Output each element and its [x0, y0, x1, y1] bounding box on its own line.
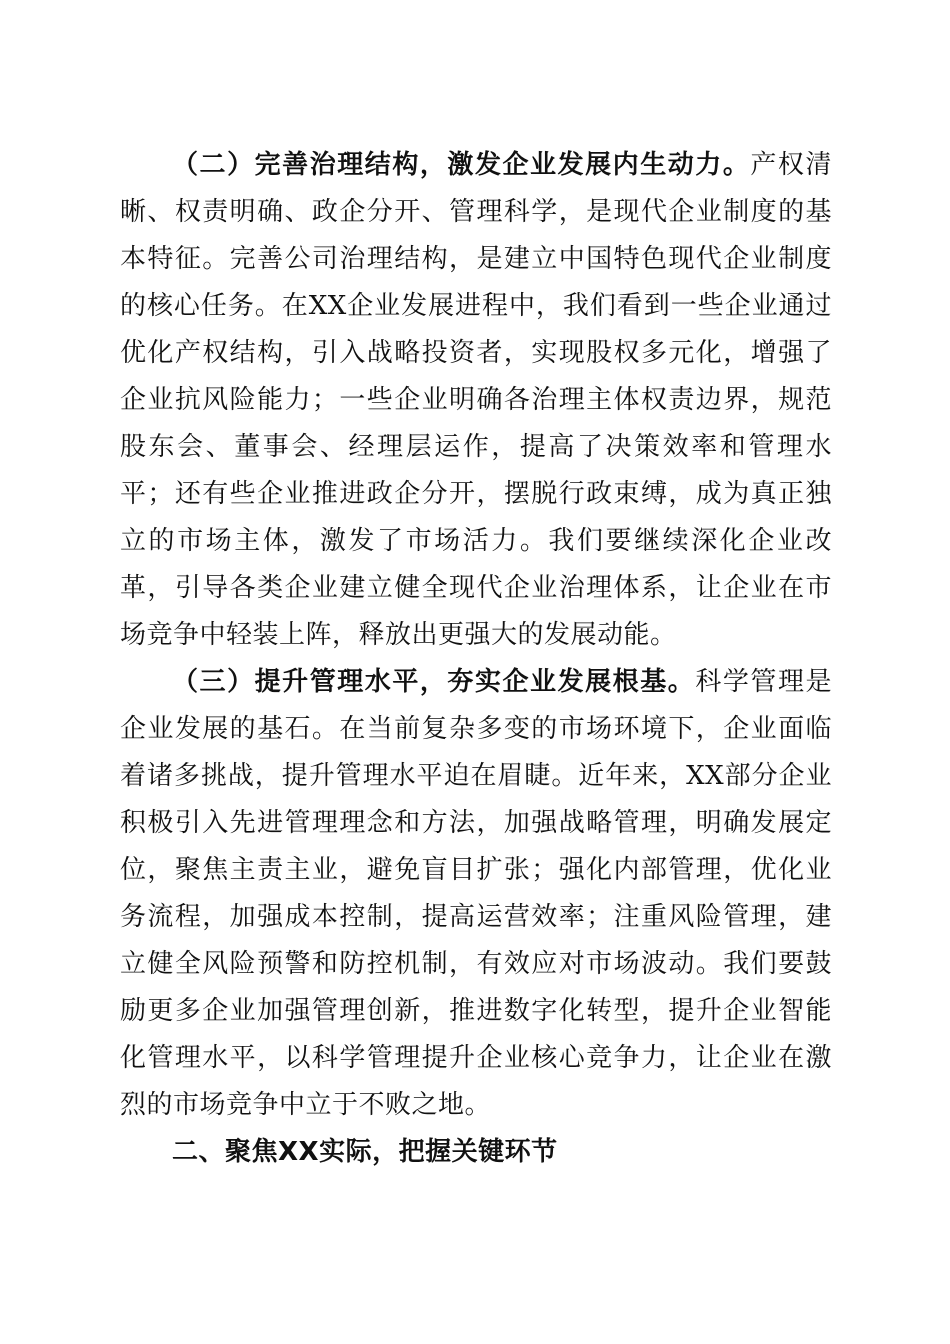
section-heading: 二、聚焦XX实际，把握关键环节 — [172, 1137, 558, 1167]
document-body — [120, 142, 832, 1176]
paragraph-body-text: 产权清晰、权责明确、政企分开、管理科学，是现代企业制度的基本特征。完善公司治理结构，是建立中国特色现代企业制度的核心任务。在XX企业发展进程中，我们看到一些企业通过优化产权结构，引入战略投资者，实现股权多元化，增强了企业抗风险能力；一些企业明确各治理主体权责边界，规范股东会、董事会、经理层运作，提高了决策效率和管理水平；还有些企业推进政企分开，摆脱行政束缚，成为真正独立的市场主体，激发了市场活力。我们要继续深化企业改革，引导各类企业建立健全现代企业治理体系，让企业在市场竞争中轻装上阵，释放出更强大的发展动能。 — [120, 150, 832, 650]
paragraph-management-level — [120, 659, 832, 1129]
paragraph-lead-heading: （三）提升管理水平，夯实企业发展根基。 — [172, 667, 696, 697]
paragraph-lead-heading: （二）完善治理结构，激发企业发展内生动力。 — [172, 150, 751, 180]
paragraph-body-text: 科学管理是企业发展的基石。在当前复杂多变的市场环境下，企业面临着诸多挑战，提升管理水平迫在眉睫。近年来，XX部分企业积极引入先进管理理念和方法，加强战略管理，明确发展定位，聚焦主责主业，避免盲目扩张；强化内部管理，优化业务流程，加强成本控制，提高运营效率；注重风险管理，建立健全风险预警和防控机制，有效应对市场波动。我们要鼓励更多企业加强管理创新，推进数字化转型，提升企业智能化管理水平，以科学管理提升企业核心竞争力，让企业在激烈的市场竞争中立于不败之地。 — [120, 667, 832, 1120]
paragraph-governance-structure — [120, 142, 832, 659]
